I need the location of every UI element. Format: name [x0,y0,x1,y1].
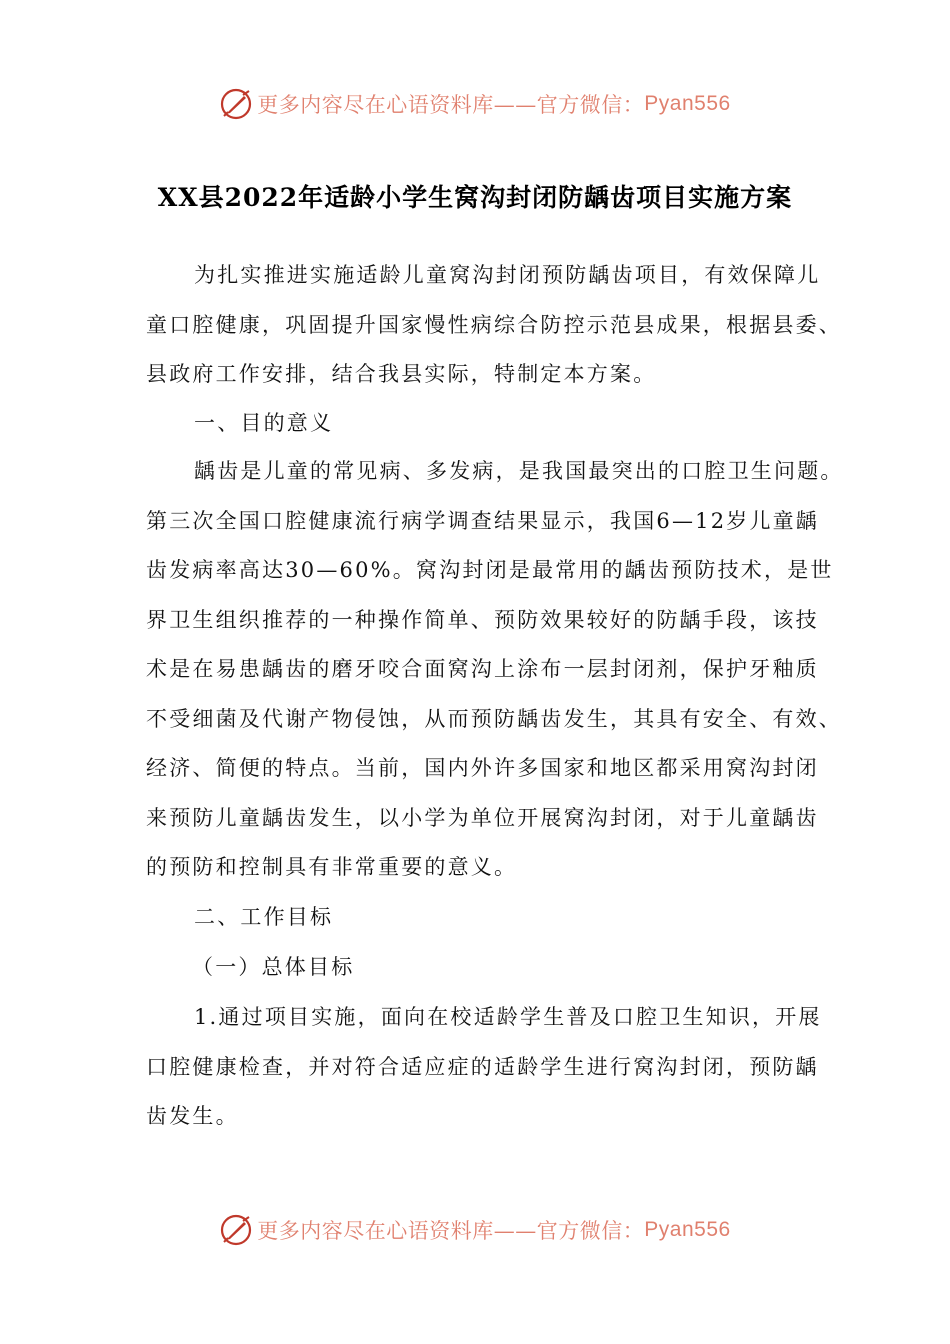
text-line: 县政府工作安排，结合我县实际，特制定本方案。 [146,362,657,386]
wechat-id: Pyan556 [644,92,731,115]
text-line: 的预防和控制具有非常重要的意义。 [146,855,518,879]
footer-banner [0,1210,950,1250]
section2-heading: 二、工作目标 [194,905,334,929]
text-line: 来预防儿童龋齿发生，以小学为单位开展窝沟封闭，对于儿童龋齿 [146,805,819,830]
text-line: 口腔健康检查，并对符合适应症的适龄学生进行窝沟封闭，预防龋 [146,1054,819,1079]
text-line: 第三次全国口腔健康流行病学调查结果显示，我国6—12岁儿童龋 [146,508,820,533]
text-line: 齿发生。 [146,1104,239,1128]
text-line: 不受细菌及代谢产物侵蚀，从而预防龋齿发生，其具有安全、有效、 [146,706,842,731]
text-line: 术是在易患龋齿的磨牙咬合面窝沟上涂布一层封闭剂，保护牙釉质 [146,657,819,681]
wechat-id: Pyan556 [644,1218,731,1241]
banner-text: 更多内容尽在心语资料库——官方微信： [257,93,645,117]
text-line: 龋齿是儿童的常见病、多发病，是我国最突出的口腔卫生问题。 [194,459,844,483]
section1-heading: 一、目的意义 [194,411,334,435]
text-line: 齿发病率高达30—60%。窝沟封闭是最常用的龋齿预防技术，是世 [146,558,834,582]
section-heading [146,399,826,449]
text-line: 童口腔健康，巩固提升国家慢性病综合防控示范县成果，根据县委、 [146,312,842,337]
subsection1-heading: （一）总体目标 [192,955,355,979]
header-banner [0,84,950,124]
section-heading [146,893,826,943]
text-line: 为扎实推进实施适龄儿童窝沟封闭预防龋齿项目，有效保障儿 [194,263,821,287]
item1-paragraph [146,993,826,1142]
quill-pen-icon [219,1213,253,1247]
intro-paragraph [146,251,842,400]
text-line: 1.通过项目实施，面向在校适龄学生普及口腔卫生知识，开展 [194,1005,822,1029]
subsection-heading [146,943,826,993]
text-line: 界卫生组织推荐的一种操作简单、预防效果较好的防龋手段，该技 [146,607,819,632]
banner-text: 更多内容尽在心语资料库——官方微信： [257,1219,645,1243]
quill-pen-icon [219,87,253,121]
text-line: 经济、简便的特点。当前，国内外许多国家和地区都采用窝沟封闭 [146,756,819,780]
document-title: XX县2022年适龄小学生窝沟封闭防龋齿项目实施方案 [157,183,793,212]
section1-paragraph [146,447,844,893]
